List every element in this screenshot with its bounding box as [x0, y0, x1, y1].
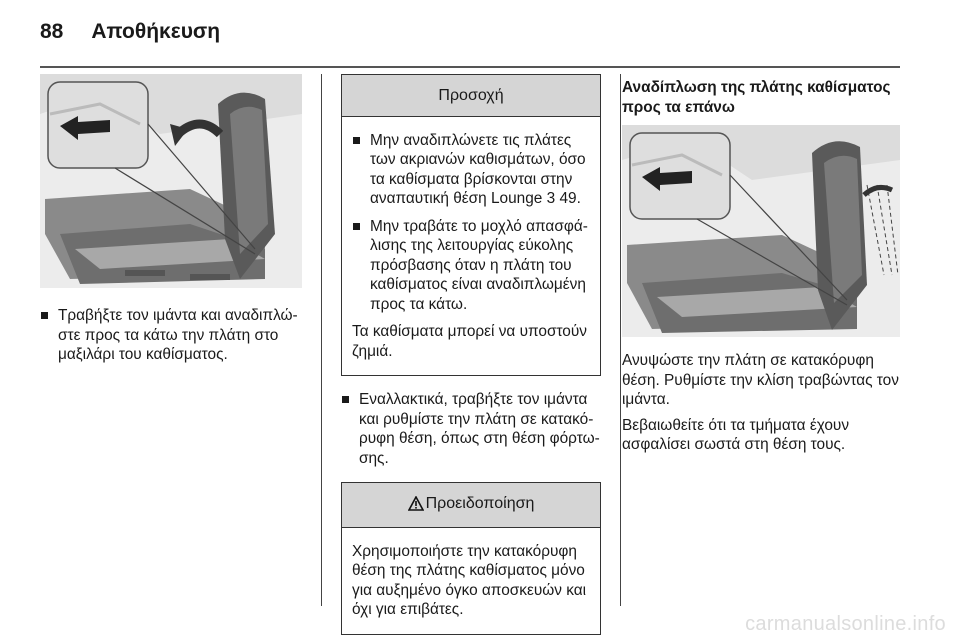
- warning-header: [342, 483, 600, 528]
- caution-box: [341, 74, 601, 376]
- column-divider-1: [321, 74, 322, 606]
- warning-box: [341, 482, 601, 635]
- warning-title: Προειδοποίηση: [425, 495, 535, 512]
- watermark: carmanualsonline.info: [745, 613, 946, 635]
- column-3: [622, 74, 900, 461]
- caution-item: Μην τραβάτε το μοχλό απασφά-λισης της λειτουργίας εύκολης πρόσβασης όταν η πλάτη του καθίσματος είναι αναδιπλωμένη προς τα κάτω.: [352, 217, 590, 315]
- column-divider-2: [620, 74, 621, 606]
- column-1: [40, 74, 302, 373]
- header-rule: [40, 66, 900, 68]
- alternative-instruction: Εναλλακτικά, τραβήξτε τον ιμάντα και ρυθμίστε την πλάτη σε κατακό-ρυφη θέση, όπως στη θέση φόρτω-σης.: [341, 390, 601, 468]
- column-2: [341, 74, 601, 635]
- page-header: [40, 14, 220, 50]
- seat-fold-illustration: [40, 74, 302, 288]
- seat-raise-illustration: [622, 125, 900, 337]
- caution-item: Μην αναδιπλώνετε τις πλάτες των ακριανών καθισμάτων, όσο τα καθίσματα βρίσκονται στην αναπαυτική θέση Lounge 3 49.: [352, 131, 590, 209]
- page-number: 88: [40, 20, 64, 43]
- caution-title: Προσοχή: [342, 75, 600, 117]
- raise-heading: Αναδίπλωση της πλάτης καθίσματος προς τα επάνω: [622, 79, 891, 116]
- warning-body: Χρησιμοποιήστε την κατακόρυφη θέση της πλάτης καθίσματος μόνο για αυξημένο όγκο αποσκευών και όχι για επιβάτες.: [352, 542, 587, 618]
- lock-paragraph: Βεβαιωθείτε ότι τα τμήματα έχουν ασφαλίσει σωστά στη θέση τους.: [622, 416, 850, 453]
- section-title: Αποθήκευση: [91, 20, 221, 43]
- fold-down-instruction: Τραβήξτε τον ιμάντα και αναδιπλώ-στε προς τα κάτω την πλάτη στο μαξιλάρι του καθίσματος.: [40, 306, 302, 365]
- raise-paragraph: Ανυψώστε την πλάτη σε κατακόρυφη θέση. Ρυθμίστε την κλίση τραβώντας τον ιμάντα.: [622, 352, 899, 408]
- caution-note: Τα καθίσματα μπορεί να υποστούν ζημιά.: [352, 323, 587, 360]
- warning-triangle-icon: [408, 496, 424, 517]
